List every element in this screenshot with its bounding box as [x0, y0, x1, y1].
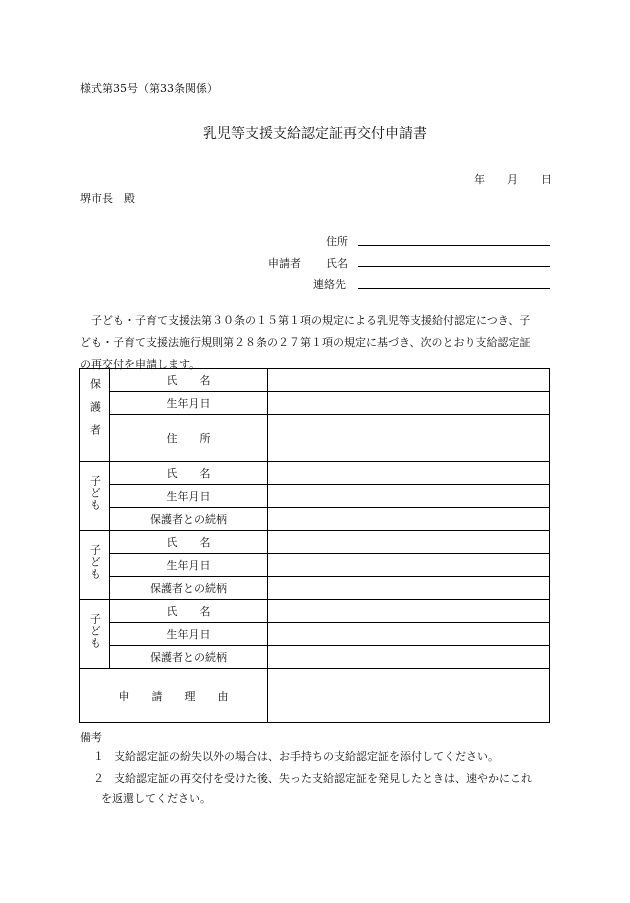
- note-2-text-line-1: 支給認定証の再交付を受けた後、失った支給認定証を発見したときは、速やかにこれ: [114, 772, 532, 785]
- body-text: [80, 310, 552, 376]
- date-month-label: 月: [507, 173, 518, 186]
- child3-name-field[interactable]: [268, 600, 550, 623]
- child1-birthdate-label: 生年月日: [110, 485, 268, 508]
- guardian-birthdate-label: 生年月日: [110, 392, 268, 415]
- addressee: 堺市長 殿: [80, 192, 135, 205]
- contact-line[interactable]: [358, 288, 550, 289]
- child3-relation-label: 保護者との続柄: [110, 646, 268, 669]
- guardian-group-label: 保護者: [80, 369, 110, 462]
- child2-group-label: 子ども: [80, 531, 110, 600]
- child2-birthdate-field[interactable]: [268, 554, 550, 577]
- form-number: 様式第35号（第33条関係）: [80, 82, 218, 95]
- child1-name-field[interactable]: [268, 462, 550, 485]
- address-label: 住所: [326, 235, 348, 248]
- child3-relation-field[interactable]: [268, 646, 550, 669]
- guardian-name-label: 氏 名: [110, 369, 268, 392]
- note-2-text-line-2: を返還してください。: [101, 792, 211, 805]
- child1-relation-field[interactable]: [268, 508, 550, 531]
- child2-name-field[interactable]: [268, 531, 550, 554]
- guardian-birthdate-field[interactable]: [268, 392, 550, 415]
- body-line-2: ども・子育て支援法施行規則第２８条の２７第１項の規定に基づき、次のとおり支給認定証: [80, 336, 531, 349]
- child3-name-label: 氏 名: [110, 600, 268, 623]
- application-table: [79, 368, 550, 723]
- child2-name-label: 氏 名: [110, 531, 268, 554]
- date-day-label: 日: [541, 173, 552, 186]
- child1-group-label: 子ども: [80, 462, 110, 531]
- child2-birthdate-label: 生年月日: [110, 554, 268, 577]
- applicant-label: 申請者: [268, 257, 301, 270]
- child3-group-label: 子ども: [80, 600, 110, 669]
- guardian-name-field[interactable]: [268, 369, 550, 392]
- child1-name-label: 氏 名: [110, 462, 268, 485]
- body-line-1: 子ども・子育て支援法第３０条の１５第１項の規定による乳児等支援給付認定につき、子: [80, 314, 531, 327]
- note-2-number: ２: [93, 772, 104, 785]
- child1-birthdate-field[interactable]: [268, 485, 550, 508]
- child2-relation-label: 保護者との続柄: [110, 577, 268, 600]
- child1-relation-label: 保護者との続柄: [110, 508, 268, 531]
- address-line[interactable]: [358, 245, 550, 246]
- child3-birthdate-field[interactable]: [268, 623, 550, 646]
- note-1-number: １: [93, 750, 104, 763]
- contact-label: 連絡先: [313, 278, 346, 291]
- reason-field[interactable]: [268, 669, 550, 723]
- reason-label: 申 請 理 由: [80, 669, 268, 723]
- notes-heading: 備考: [80, 731, 102, 744]
- body-line-3: の再交付を申請します。: [80, 358, 201, 371]
- date-year-label: 年: [474, 173, 485, 186]
- child2-relation-field[interactable]: [268, 577, 550, 600]
- document-title: 乳児等支援支給認定証再交付申請書: [203, 126, 427, 142]
- name-label: 氏名: [326, 257, 348, 270]
- note-1-text: 支給認定証の紛失以外の場合は、お手持ちの支給認定証を添付してください。: [114, 750, 499, 763]
- guardian-address-label: 住 所: [110, 415, 268, 462]
- child3-birthdate-label: 生年月日: [110, 623, 268, 646]
- guardian-address-field[interactable]: [268, 415, 550, 462]
- name-line[interactable]: [358, 266, 550, 267]
